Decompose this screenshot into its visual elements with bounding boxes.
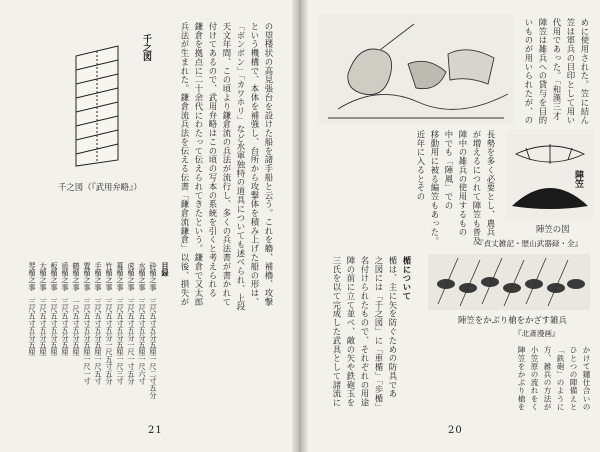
right-bottom-col-6: 陣笠をかぶり槍を bbox=[517, 346, 526, 411]
shield-figure-label: 千之図 bbox=[141, 34, 151, 61]
right-mid-col-1: 長勢を多く必要とし、農兵 bbox=[486, 130, 496, 237]
toc-entry-3: 虎楯之事 三尺五寸五分一尺一寸五分 bbox=[127, 262, 136, 385]
shield-figure-caption: 千之図（『武用弁略』） bbox=[58, 182, 142, 192]
toc-entry-8: 鶴楯之事 一尺五寸五分五厘 bbox=[72, 262, 81, 356]
left-body-col-1: の望楼状の高見張台を設けた船を諸手船と云う。これを艪、補櫓、攻撃 bbox=[264, 22, 274, 307]
jingasa-illustration bbox=[506, 130, 594, 220]
shield-col-1: 楯は、主に矢を防ぐための防具であ bbox=[388, 256, 398, 399]
left-body-col-7: 兵法が生まれた。鎌倉流兵法を伝える伝書「鎌倉流鎌倉」以後、損失が bbox=[180, 22, 190, 307]
left-body-col-5: 付けてあるので、武用弁略はこの頃の写本の系統を引くと考えられる bbox=[208, 22, 218, 298]
samurai-drawing bbox=[318, 14, 514, 124]
book-gutter bbox=[292, 0, 308, 452]
toc-entry-2: 水楯之事 三尺五寸五分五厘一尺六寸 bbox=[138, 262, 147, 385]
right-top-col-2: 笠は軍兵の目印として用い bbox=[566, 18, 576, 125]
left-page bbox=[0, 0, 292, 452]
toc-entry-12: 琴楯之事 三尺五寸五分五厘 bbox=[28, 262, 37, 356]
toc-entry-1: 砕楯之事 三尺五寸五分五厘一尺二寸五分 bbox=[149, 262, 158, 399]
toc-entry-9: 盾楯之事 三尺五寸五分五厘 bbox=[61, 262, 70, 356]
right-mid-col-2: が増えるにつれて陣笠も普及 bbox=[472, 130, 482, 246]
left-body-col-2: という機構で、本体を補強し、台所から攻撃体を積み上げた船の形は、 bbox=[250, 22, 260, 307]
jingasa-figure-label: 陣笠 bbox=[573, 170, 583, 188]
right-bottom-col-1: かけて鑓仕合いの bbox=[582, 346, 591, 411]
jingasa-caption-source: 『貞丈雑記・歴山武器録・全』 bbox=[476, 239, 583, 248]
toc-entry-5: 竹楯之事 三尺五寸五分一尺五寸五分 bbox=[105, 262, 114, 385]
toc-entry-7: 置楯之事 三尺五寸五分五厘一尺一寸 bbox=[83, 262, 92, 385]
jingasa-caption-title: 陣笠の図 bbox=[536, 224, 570, 234]
shield-col-5: 三氏を以て完成した武具として諸流に bbox=[332, 256, 342, 408]
shield-illustration bbox=[58, 28, 170, 168]
right-bottom-col-5: 小笠原の流れをく bbox=[530, 346, 539, 411]
right-bottom-col-2: ひとつの陣備えと bbox=[569, 346, 578, 411]
right-top-col-4: 陣笠は雑兵への貸与を目的 bbox=[538, 18, 548, 125]
right-mid-col-5: 移動用に被る編笠もあった。 bbox=[430, 130, 440, 246]
right-top-col-1: めに使用された。笠に結ん bbox=[580, 18, 590, 125]
left-body-col-6: 鎌倉を拠点に二十余代にわたって伝えられてきたという。鎌倉で又太郎 bbox=[194, 22, 204, 307]
soldiers-caption-title: 陣笠をかぶり槍をかざす雑兵 bbox=[458, 315, 567, 325]
right-top-col-3: 代用であった。「和漢三才 bbox=[552, 18, 562, 121]
right-mid-col-3: 陣中の雑兵の使用するもの bbox=[458, 130, 468, 237]
toc-entry-4: 幕楯之事 三尺五寸五分五厘一尺三寸 bbox=[116, 262, 125, 385]
soldiers-caption-source: 『北斎漫画』 bbox=[514, 329, 560, 338]
right-mid-col-4: 中でも「陣風」での bbox=[444, 130, 454, 211]
shield-col-3: 名付けられたもので、それぞれの用途 bbox=[360, 256, 370, 408]
left-body-col-4: 天文年間、この頃より鎌倉流の兵法が流行し、多くの兵法書が書かれて bbox=[222, 22, 232, 307]
left-page-number: 21 bbox=[148, 425, 163, 436]
left-body-col-3: 「ボンボン」「カワホリ」など水軍独特の道具についても述べられ、上段 bbox=[236, 22, 246, 312]
right-bottom-col-3: 「鉄砲」のように bbox=[556, 346, 565, 411]
right-page-number: 20 bbox=[448, 425, 463, 436]
shield-figure bbox=[58, 28, 170, 168]
right-top-col-5: いものが用いられたが、の bbox=[524, 18, 534, 125]
right-mid-col-6: 近年に入るとその bbox=[416, 130, 426, 202]
right-page bbox=[308, 0, 600, 452]
soldiers-drawing bbox=[428, 254, 590, 310]
samurai-illustration bbox=[318, 14, 514, 124]
shield-section-heading: 楯について bbox=[402, 256, 412, 301]
toc-entry-10: 板楯之事 三尺五寸五分五厘 bbox=[50, 262, 59, 356]
toc-entry-11: 大楯之事 三尺五寸五分五厘 bbox=[39, 262, 48, 356]
toc-entry-6: 手楯之事 三尺五寸五分五厘一尺五寸 bbox=[94, 262, 103, 385]
shield-col-2: 之図には「千之図」に「車楯」「歩楯」 bbox=[374, 256, 384, 412]
right-bottom-col-4: 方、雑兵の方法が bbox=[543, 346, 552, 411]
toc-title: 目録 bbox=[161, 262, 170, 277]
shield-col-4: 陣の前に立て並べ、敵の矢や鉄砲玉を bbox=[346, 256, 356, 408]
soldiers-illustration bbox=[428, 254, 590, 310]
